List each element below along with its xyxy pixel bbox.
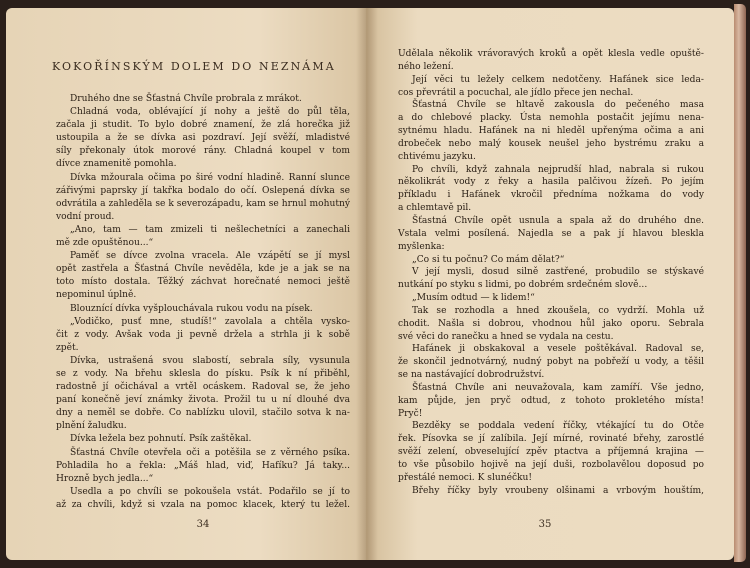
- text-line: Hafánek ji obskakoval a vesele poštěkával. Radoval se,: [412, 344, 704, 355]
- text-line: Po chvíli, když zahnala nejprudší hlad, nabrala si rukou: [412, 164, 704, 175]
- text-line: Pryč!: [398, 408, 423, 419]
- text-line: plnění žaludku.: [56, 421, 127, 432]
- text-line: ného ležení.: [398, 61, 454, 72]
- left-page: [6, 8, 366, 560]
- text-line: chodit. Našla si dobrou, vhodnou hůl jako oporu. Sebrala: [398, 318, 704, 329]
- text-line: Tak se rozhodla a hned zkoušela, co vydrží. Mohla už: [412, 305, 704, 316]
- text-line: a do chlebové placky. Ústa nemohla postačit jejímu nena-: [398, 113, 704, 124]
- text-line: se na nastávající dobrodružství.: [398, 370, 545, 381]
- text-line: „Co si tu počnu? Co mám dělat?“: [412, 254, 565, 265]
- text-line: Druhého dne se Šťastná Chvíle probrala z mrákot.: [70, 94, 302, 104]
- text-line: „Vodičko, pusť mne, studíš!“ zavolala a chtěla vysko-: [70, 316, 350, 327]
- text-line: své věci do ranečku a hned se vydala na cestu.: [398, 331, 614, 342]
- text-line: Šťastná Chvíle opět usnula a spala až do druhého dne.: [412, 215, 704, 226]
- text-line: Vstala velmi posílená. Najedla se a pak jí hlavou bleskla: [398, 228, 704, 239]
- text-line: „Musím odtud — k lidem!“: [412, 293, 535, 304]
- text-line: Udělala několik vrávoravých kroků a opět klesla vedle opuště-: [398, 49, 704, 59]
- text-line: sytnému hladu. Hafánek na ni hleděl upřenýma očima a ani: [398, 126, 704, 137]
- right-page: [366, 8, 734, 560]
- text-line: Šťastná Chvíle ani neuvažovala, kam zamíří. Vše jedno,: [412, 382, 704, 393]
- left-page-text: [56, 93, 350, 512]
- text-line: Chladná voda, oblévající jí nohy a ještě do půl těla,: [70, 107, 350, 118]
- text-line: se z vody. Na břehu sklesla do písku. Psík k ní přiběhl,: [56, 368, 350, 379]
- text-line: mě zde opuštěnou...“: [56, 238, 154, 249]
- text-line: chtivému jazyku.: [398, 151, 476, 162]
- text-line: několikrát vody z řeky a hasila palčivou žízeň. Po jejím: [398, 177, 704, 188]
- text-line: síly překonaly útok morové rány. Chladná koupel v tom: [56, 146, 350, 157]
- text-line: „Ano, tam — tam zmizeli ti nešlechetníci a zanechali: [70, 224, 350, 235]
- text-line: nepominul úplně.: [56, 290, 137, 301]
- text-line: radostně jí očichával a vrtěl ocáskem. Radoval se, že jeho: [56, 382, 350, 393]
- text-line: Paměť se dívce zvolna vracela. Ale vzápětí se jí mysl: [70, 251, 350, 262]
- text-line: Dívka mžourala očima po širé vodní hladině. Ranní slunce: [70, 172, 350, 183]
- right-page-number: 35: [538, 519, 552, 530]
- text-line: to vše působilo hojivě na její duši, rozbolavělou doposud po: [398, 460, 704, 470]
- text-line: Její věci tu ležely celkem nedotčeny. Hafánek sice leda-: [412, 74, 704, 85]
- text-line: ustoupila a že se dívka asi pozdraví. Její svěží, mladistvé: [56, 133, 350, 144]
- text-line: myšlenka:: [398, 241, 445, 252]
- right-page-text: [398, 48, 704, 498]
- text-line: zářivými paprsky jí takřka bodalo do očí. Oslepená dívka se: [56, 185, 350, 196]
- text-line: toto místo dostala. Těžký záchvat horečnaté nemoci ještě: [56, 277, 350, 288]
- text-line: Hrozně bych jedla...“: [56, 473, 154, 484]
- text-line: Dívka ležela bez pohnutí. Psík zaštěkal.: [70, 434, 252, 445]
- text-line: dívce znamenitě pomohla.: [56, 159, 177, 170]
- text-line: příkladu i Hafánek vkročil předníma nožkama do vody: [398, 190, 704, 201]
- text-line: Usedla a po chvíli se pokoušela vstát. Podařilo se jí to: [70, 486, 350, 497]
- text-line: zpět.: [56, 342, 79, 353]
- text-line: odvrátila a zahleděla se k severozápadu, kam se hrnul mohutný: [56, 198, 350, 209]
- text-line: V její mysli, dosud silně zastřené, probudilo se stýskavé: [412, 267, 704, 278]
- text-line: cos převrátil a pocuchal, ale jídlo přece jen nechal.: [398, 87, 634, 98]
- text-line: drobeček nebo malý kousek neušel jeho bystrému zraku a: [398, 138, 704, 149]
- text-line: až za chvíli, když si vzala na pomoc klacek, který tu ležel.: [56, 499, 350, 510]
- text-line: dny a neměl se dobře. Co nablízku ulovil, stačilo sotva k na-: [56, 408, 350, 419]
- text-line: Šťastná Chvíle se hltavě zakousla do pečeného masa: [412, 100, 704, 111]
- text-line: opět zastřela a Šťastná Chvíle nevěděla, kde je a jak se na: [56, 264, 350, 275]
- book-edge: [734, 4, 746, 562]
- text-line: Šťastná Chvíle otevřela oči a potěšila se z věrného psíka.: [70, 447, 350, 458]
- text-line: Bezděky se poddala vedení říčky, vtékající tu do Otče: [412, 421, 704, 432]
- text-line: a chlemtavě pil.: [398, 203, 472, 214]
- text-line: svěží zelení, obveselující zpěv ptactva a příjemná krajina —: [398, 447, 704, 458]
- text-line: čit z vody. Avšak voda ji pevně držela a strhla ji k sobě: [56, 329, 350, 340]
- text-line: Blouznící dívka vyšplouchávala rukou vodu na písek.: [70, 303, 313, 314]
- text-line: kam půjde, jen pryč odtud, z tohoto prokletého místa!: [398, 395, 704, 406]
- text-line: paní konečně jeví známky života. Prožil tu u ní dlouhé dva: [56, 395, 350, 406]
- text-line: přestálé nemoci. K slunéčku!: [398, 472, 533, 483]
- text-line: Břehy říčky byly vroubeny olšinami a vrbovým houštím,: [412, 485, 704, 496]
- text-line: začala ji studit. To bylo dobré znamení, že zlá horečka již: [56, 120, 350, 131]
- text-line: nutkání po styku s lidmi, po dobrém srdečném slově...: [398, 280, 648, 291]
- text-line: vodní proud.: [56, 211, 115, 222]
- text-line: Dívka, ustrašená svou slabostí, sebrala síly, vysunula: [70, 355, 350, 366]
- text-line: že skončil jednotvárný, nudný pobyt na pobřeží u vody, a těšil: [398, 357, 704, 368]
- left-page-number: 34: [196, 519, 210, 530]
- text-line: řek. Písovka se jí zalíbila. Její mírné, rovinaté břehy, zarostlé: [398, 434, 704, 445]
- text-line: Pohladila ho a řekla: „Máš hlad, viď, Hafíku? Já taky...: [56, 460, 350, 471]
- running-header: KOKOŘÍNSKÝM DOLEM DO NEZNÁMA: [52, 60, 336, 73]
